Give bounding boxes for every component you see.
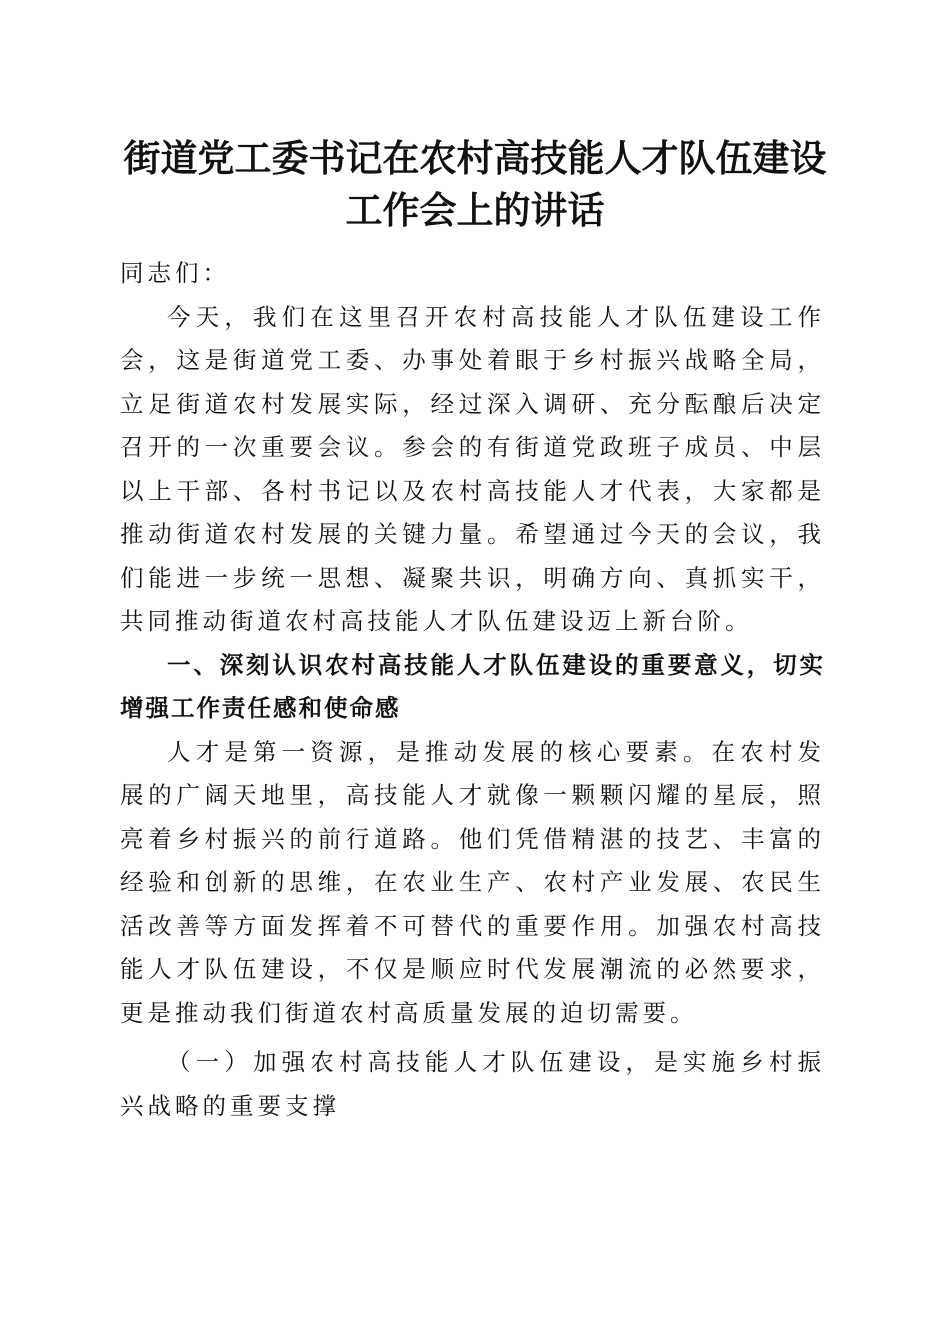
salutation: 同志们： (120, 259, 230, 287)
document-title: 街道党工委书记在农村高技能人才队伍建设工作会上的讲话 (123, 136, 827, 232)
document-body (120, 252, 825, 1128)
subsection-heading-1: （一）加强农村高技能人才队伍建设，是实施乡村振兴战略的重要支撑 (120, 1048, 825, 1120)
section-heading-1: 一、深刻认识农村高技能人才队伍建设的重要意义，切实增强工作责任感和使命感 (120, 650, 825, 722)
intro-paragraph: 今天，我们在这里召开农村高技能人才队伍建设工作会，这是街道党工委、办事处着眼于乡村振兴战略全局，立足街道农村发展实际，经过深入调研、充分酝酿后决定召开的一次重要会议。参会的有街道党政班子成员、中层以上干部、各村书记以及农村高技能人才代表，大家都是推动街道农村发展的关键力量。希望通过今天的会议，我们能进一步统一思想、凝聚共识，明确方向、真抓实干，共同推动街道农村高技能人才队伍建设迈上新台阶。 (120, 302, 825, 635)
section-1-paragraph: 人才是第一资源，是推动发展的核心要素。在农村发展的广阔天地里，高技能人才就像一颗颗闪耀的星辰，照亮着乡村振兴的前行道路。他们凭借精湛的技艺、丰富的经验和创新的思维，在农业生产、农村产业发展、农民生活改善等方面发挥着不可替代的重要作用。加强农村高技能人才队伍建设，不仅是顺应时代发展潮流的必然要求，更是推动我们街道农村高质量发展的迫切需要。 (120, 737, 825, 1027)
